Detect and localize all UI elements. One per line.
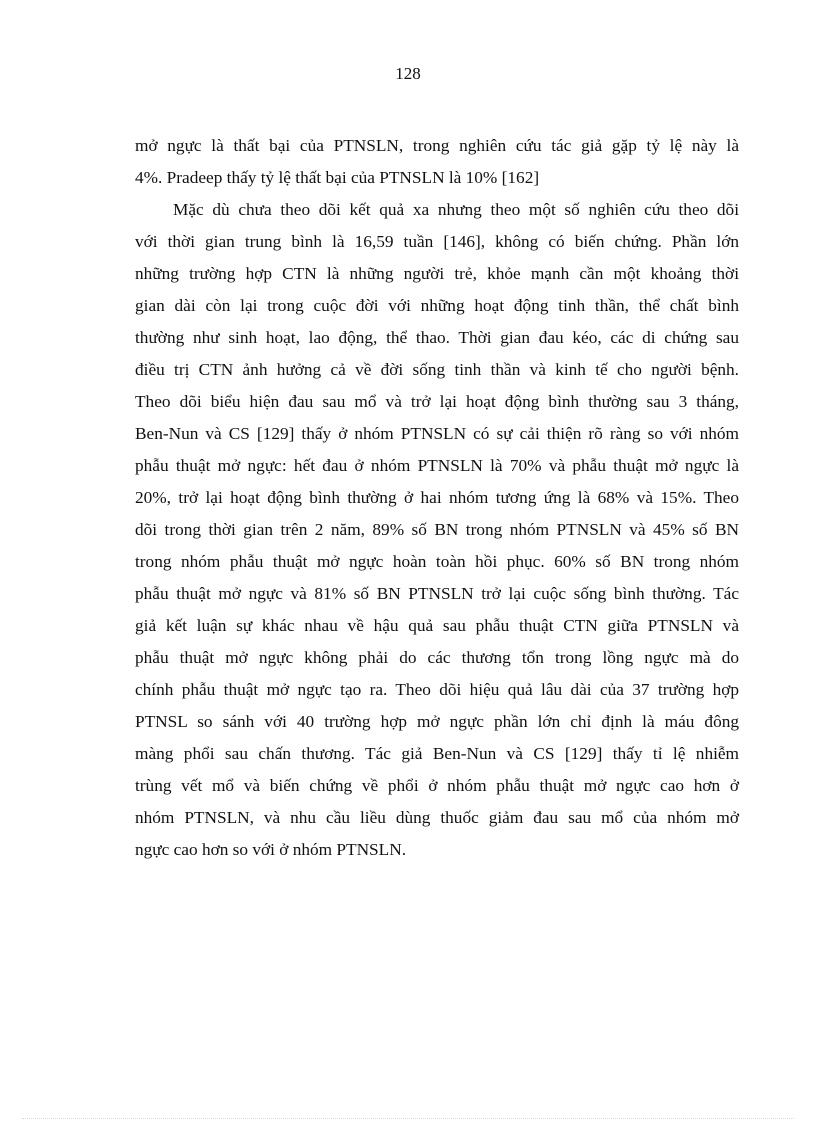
text-line: điều trị CTN ảnh hưởng cả về đời sống tinh thần và kinh tế cho người bệnh. [135, 360, 739, 379]
paragraph [135, 194, 739, 866]
text-line: Theo dõi biểu hiện đau sau mổ và trở lại hoạt động bình thường sau 3 tháng, [135, 392, 739, 411]
text-line: chính phẫu thuật mở ngực tạo ra. Theo dõi hiệu quả lâu dài của 37 trường hợp [135, 680, 739, 699]
text-line: những trường hợp CTN là những người trẻ, khỏe mạnh cần một khoảng thời [135, 264, 739, 283]
text-line: trùng vết mổ và biến chứng về phổi ở nhóm phẫu thuật mở ngực cao hơn ở [135, 776, 739, 795]
text-line: 20%, trở lại hoạt động bình thường ở hai nhóm tương ứng là 68% và 15%. Theo [135, 488, 739, 507]
text-line: Mặc dù chưa theo dõi kết quả xa nhưng theo một số nghiên cứu theo dõi [173, 200, 739, 219]
text-line: với thời gian trung bình là 16,59 tuần [146], không có biến chứng. Phần lớn [135, 232, 739, 251]
page-bottom-divider [22, 1118, 794, 1119]
text-line: ngực cao hơn so với ở nhóm PTNSLN. [135, 840, 407, 859]
text-line: phẫu thuật mở ngực: hết đau ở nhóm PTNSLN là 70% và phẫu thuật mở ngực là [135, 456, 739, 475]
text-line: thường như sinh hoạt, lao động, thể thao. Thời gian đau kéo, các di chứng sau [135, 328, 739, 347]
paragraph [135, 130, 739, 194]
text-line: phẫu thuật mở ngực không phải do các thương tổn trong lồng ngực mà do [135, 648, 739, 667]
text-line: phẫu thuật mở ngực và 81% số BN PTNSLN trở lại cuộc sống bình thường. Tác [135, 584, 739, 603]
text-line: gian dài còn lại trong cuộc đời với những hoạt động tinh thần, thể chất bình [135, 296, 739, 315]
text-line: mở ngực là thất bại của PTNSLN, trong nghiên cứu tác giả gặp tỷ lệ này là [135, 136, 739, 155]
text-line: PTNSL so sánh với 40 trường hợp mở ngực phần lớn chỉ định là máu đông [135, 712, 739, 731]
text-line: 4%. Pradeep thấy tỷ lệ thất bại của PTNSLN là 10% [162] [135, 168, 540, 187]
text-line: nhóm PTNSLN, và nhu cầu liều dùng thuốc giảm đau sau mổ của nhóm mở [135, 808, 739, 827]
text-line: trong nhóm phẫu thuật mở ngực hoàn toàn hồi phục. 60% số BN trong nhóm [135, 552, 739, 571]
text-line: Ben-Nun và CS [129] thấy ở nhóm PTNSLN có sự cải thiện rõ ràng so với nhóm [135, 424, 739, 443]
text-line: dõi trong thời gian trên 2 năm, 89% số BN trong nhóm PTNSLN và 45% số BN [135, 520, 739, 539]
text-line: màng phổi sau chấn thương. Tác giả Ben-Nun và CS [129] thấy tỉ lệ nhiễm [135, 744, 739, 763]
body-text [135, 130, 739, 866]
page-number: 128 [395, 64, 421, 83]
text-line: giả kết luận sự khác nhau về hậu quả sau phẫu thuật CTN giữa PTNSLN và [135, 616, 739, 635]
